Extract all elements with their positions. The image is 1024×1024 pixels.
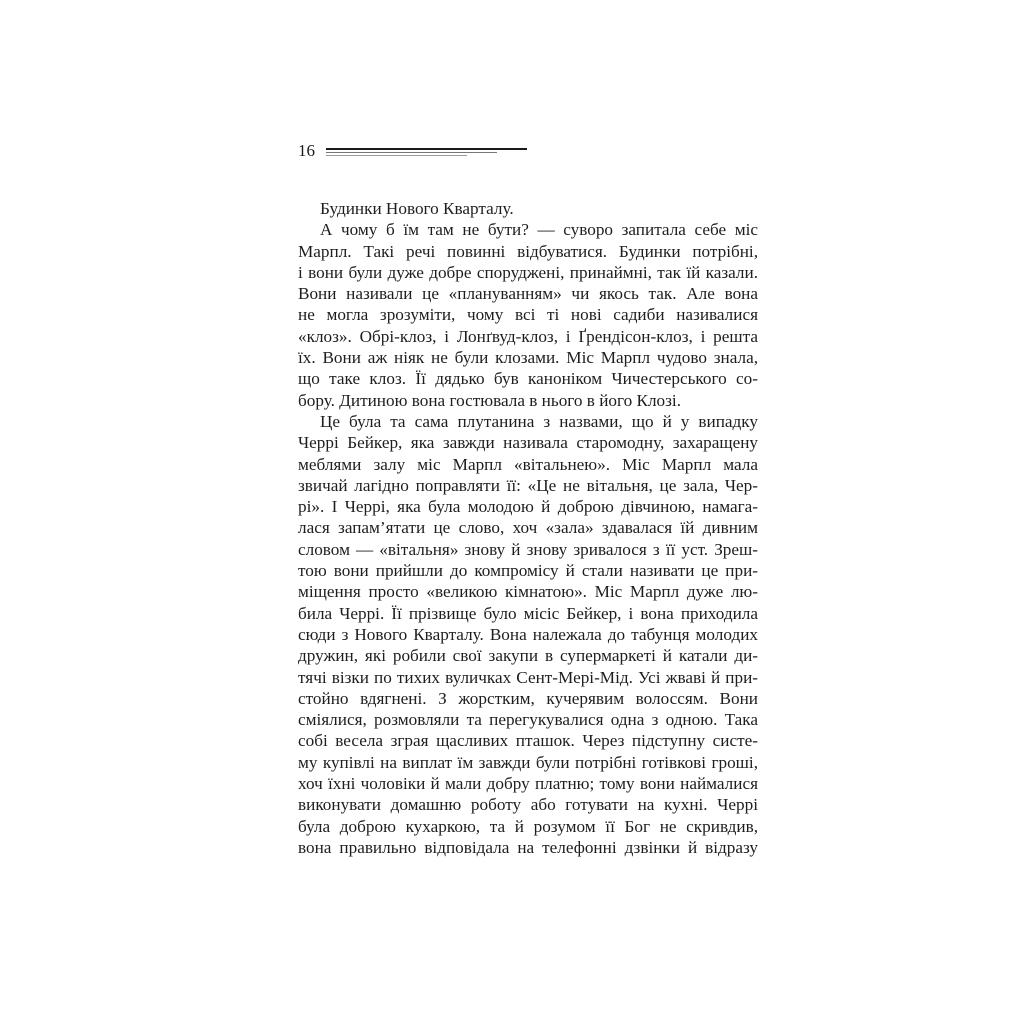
text-line: їх. Вони аж ніяк не були клозами. Міс Марпл чудово знала,	[298, 348, 758, 368]
text-line: бору. Дитиною вона гостювала в нього в його Клозі.	[298, 390, 682, 410]
text-line: не могла зрозуміти, чому всі ті нові садиби називалися	[298, 305, 758, 325]
text-line: словом — «вітальня» знову й знову зривалося з її уст. Зреш-	[298, 539, 758, 559]
header-rule-thick	[326, 148, 527, 150]
text-line: дружин, які робили свої закупи в супермаркеті й катали ди-	[298, 646, 758, 666]
text-line: Будинки Нового Кварталу.	[320, 199, 514, 218]
text-line: хоч їхні чоловіки й мали добру платню; тому вони наймалися	[298, 774, 758, 794]
text-line: і вони були дуже добре споруджені, принаймні, так їй казали.	[298, 262, 758, 282]
text-line: була доброю кухаркою, та й розумом її Бог не скривдив,	[298, 816, 758, 836]
text-line: била Черрі. Її прізвище було місіс Бейкер, і вона приходила	[298, 603, 758, 623]
text-line: Це була та сама плутанина з назвами, що й у випадку	[320, 411, 758, 431]
text-line: сюди з Нового Кварталу. Вона належала до табунця молодих	[298, 624, 758, 644]
text-line: міщення просто «великою кімнатою». Міс Марпл дуже лю-	[298, 582, 758, 602]
page-number: 16	[298, 141, 315, 160]
text-line: тою вони прийшли до компромісу й стали називати це при-	[298, 561, 758, 581]
text-line: виконувати домашню роботу або готувати на кухні. Черрі	[298, 795, 758, 815]
text-line: лася запам’ятати це слово, хоч «зала» здавалася їй дивним	[298, 518, 758, 538]
text-line: А чому б їм там не бути? — суворо запитала себе міс	[320, 220, 758, 240]
text-line: рі». І Черрі, яка була молодою й доброю дівчиною, намага-	[298, 497, 758, 517]
text-line: му купівлі на виплат їм завжди були потрібні готівкові гроші,	[298, 752, 758, 772]
page-header	[298, 140, 538, 162]
header-rule-middle	[326, 152, 497, 153]
header-rule-short	[326, 155, 467, 156]
text-line: Марпл. Такі речі повинні відбуватися. Будинки потрібні,	[298, 241, 758, 261]
text-line: собі весела зграя щасливих пташок. Через підступну систе-	[298, 731, 758, 751]
text-line: меблями залу міс Марпл «вітальнею». Міс Марпл мала	[298, 454, 758, 474]
text-line: що таке клоз. Її дядько був каноніком Чичестерського со-	[298, 369, 758, 389]
text-line: Вони називали це «плануванням» чи якось так. Але вона	[298, 284, 758, 304]
text-line: Черрі Бейкер, яка завжди називала старомодну, захаращену	[298, 433, 758, 453]
text-line: «клоз». Обрі-клоз, і Лонґвуд-клоз, і Ґрендісон-клоз, і решта	[298, 326, 758, 346]
body-text	[298, 198, 758, 858]
text-line: сміялися, розмовляли та перегукувалися одна з одною. Така	[298, 710, 758, 730]
text-line: звичай лагідно поправляти її: «Це не вітальня, це зала, Чер-	[298, 475, 758, 495]
text-line: тячі візки по тихих вуличках Сент-Мері-Мід. Усі жваві й при-	[298, 667, 758, 687]
text-line: стойно вдягнені. З жорстким, кучерявим волоссям. Вони	[298, 688, 758, 708]
text-line: вона правильно відповідала на телефонні дзвінки й відразу	[298, 837, 758, 857]
